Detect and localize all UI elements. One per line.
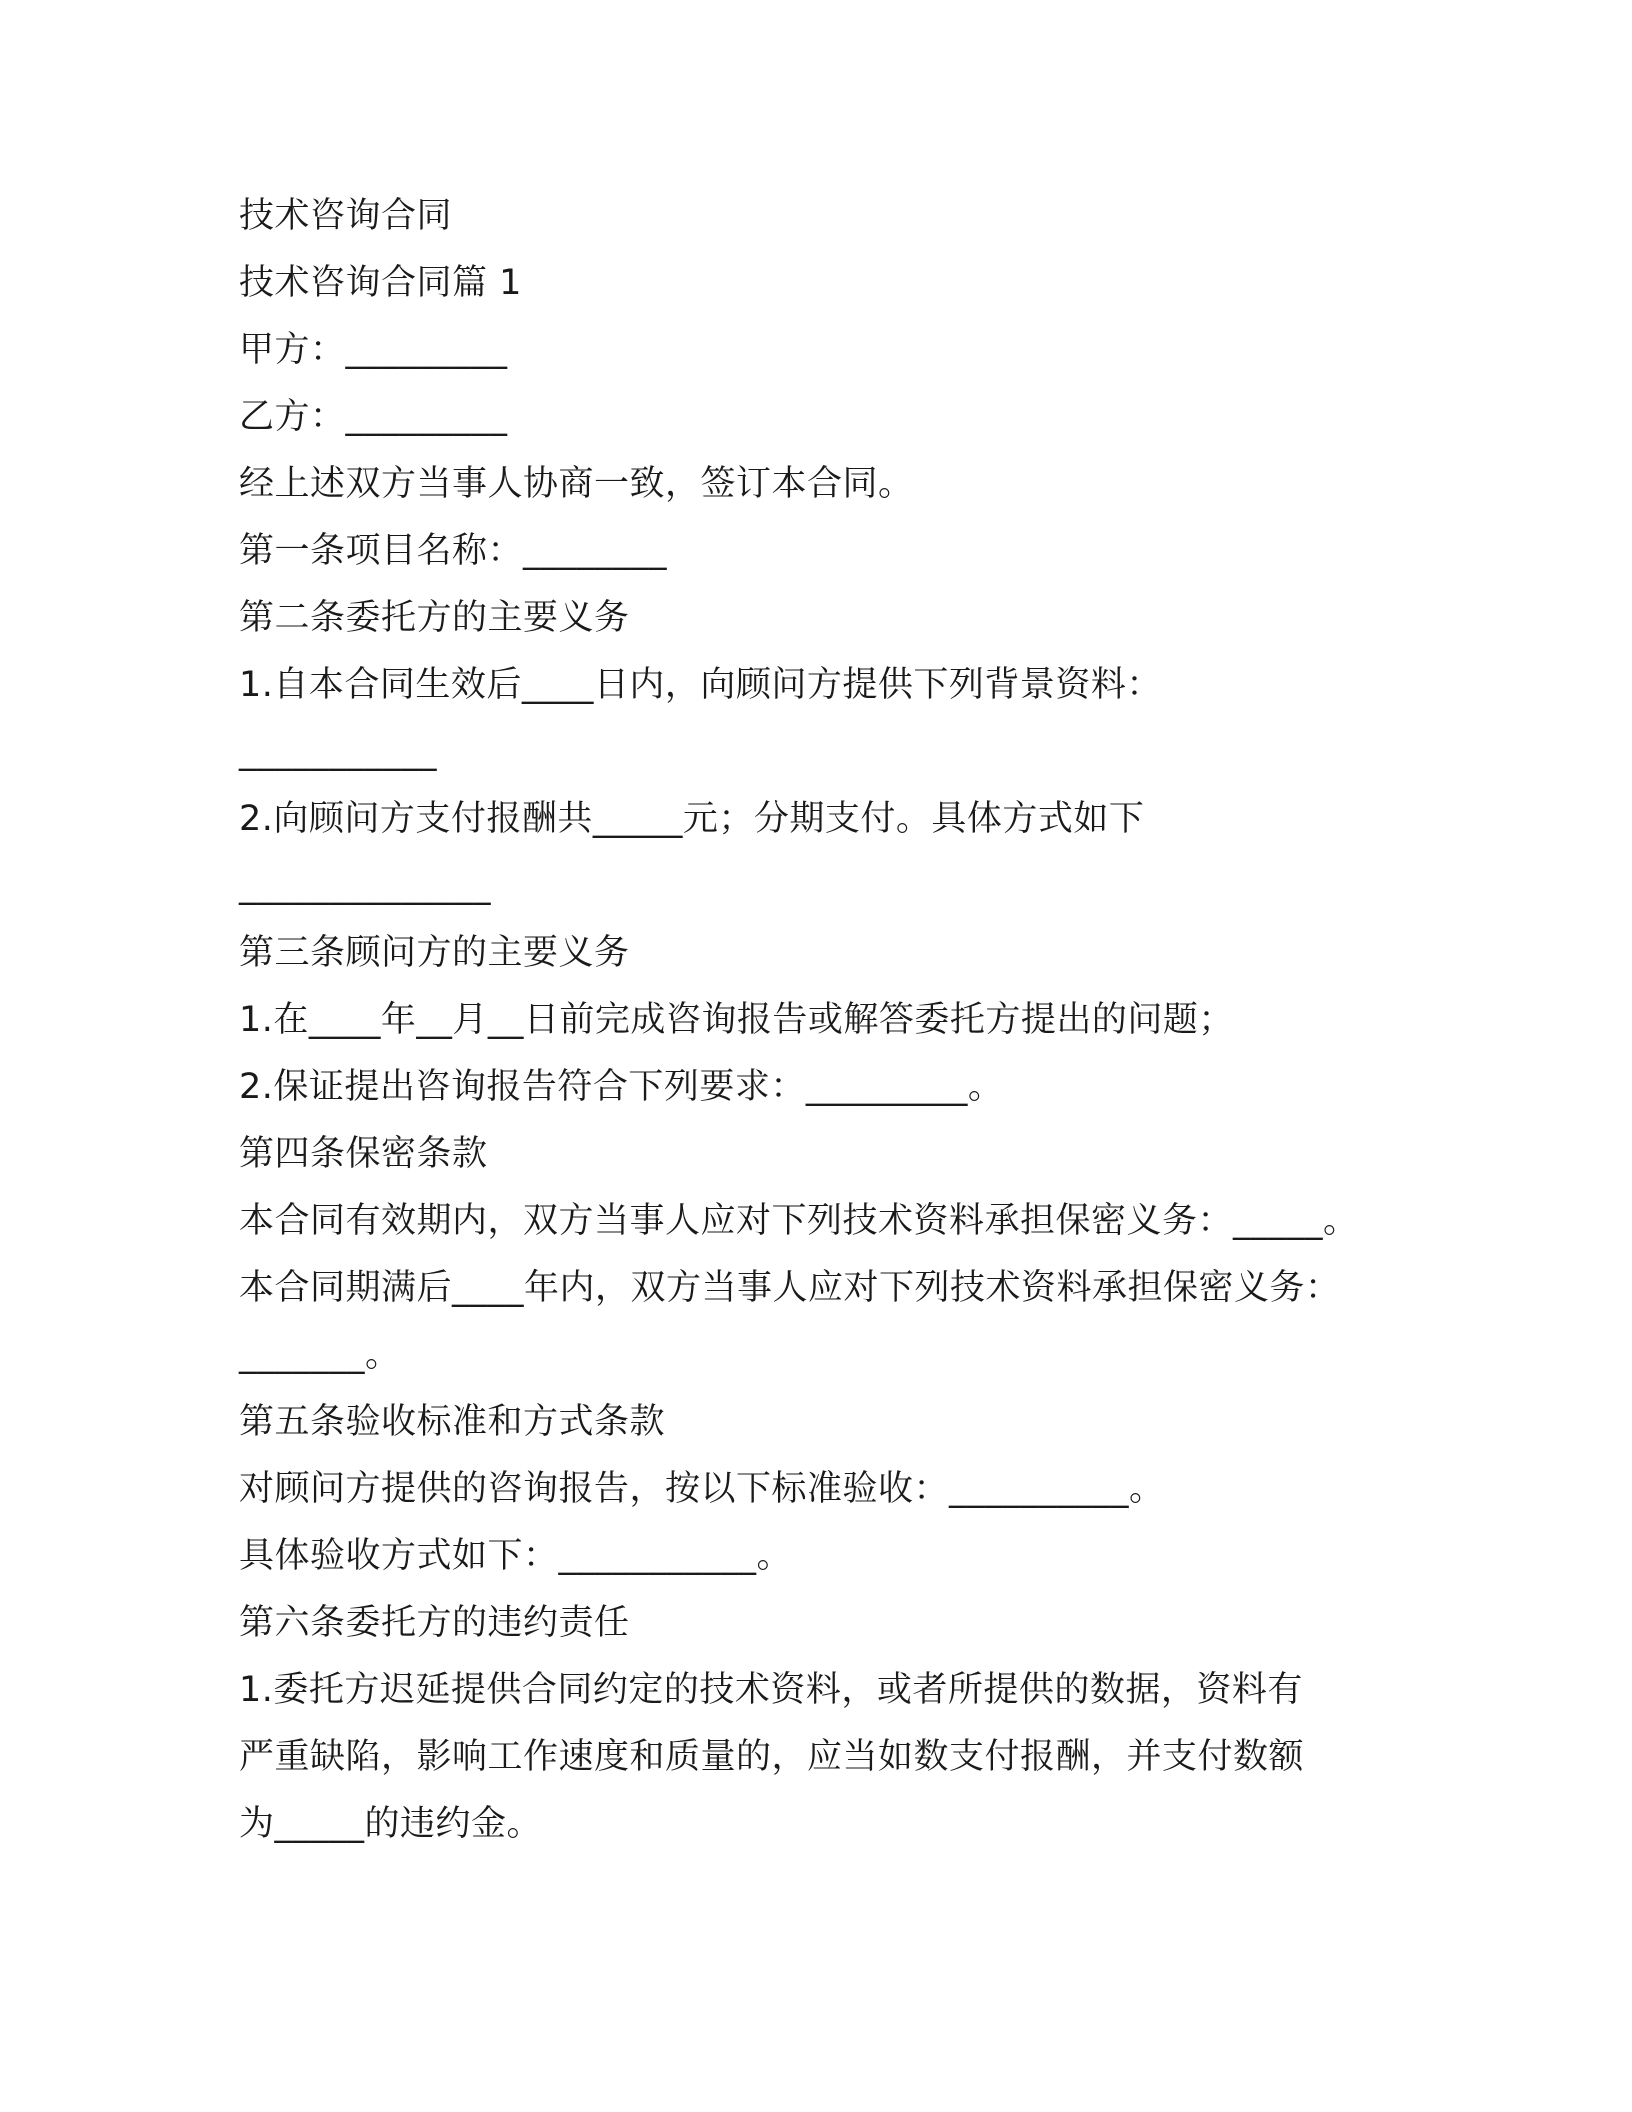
article-4-clause-1: 本合同有效期内，双方当事人应对下列技术资料承担保密义务：_____。 (239, 1201, 1359, 1241)
article-2-item-2-blank: ______________ (239, 866, 491, 906)
article-6-item-1-line-1: 1.委托方迟延提供合同约定的技术资料，或者所提供的数据，资料有 (239, 1670, 1303, 1710)
article-3-item-2: 2.保证提出咨询报告符合下列要求：_________。 (239, 1067, 1004, 1107)
article-4-heading: 第四条保密条款 (239, 1134, 488, 1174)
article-2-item-2: 2.向顾问方支付报酬共_____元；分期支付。具体方式如下 (239, 799, 1145, 839)
article-2-item-1-blank: ___________ (239, 732, 437, 772)
article-4-clause-2-blank: _______。 (239, 1335, 401, 1375)
article-1-heading: 第一条项目名称：________ (239, 531, 668, 571)
article-3-heading: 第三条顾问方的主要义务 (239, 933, 630, 973)
article-6-item-1-line-2: 严重缺陷，影响工作速度和质量的，应当如数支付报酬，并支付数额 (239, 1737, 1305, 1777)
article-4-clause-2: 本合同期满后____年内，双方当事人应对下列技术资料承担保密义务： (239, 1268, 1341, 1308)
document-title: 技术咨询合同 (239, 196, 453, 236)
article-2-heading: 第二条委托方的主要义务 (239, 598, 630, 638)
article-5-clause-1: 对顾问方提供的咨询报告，按以下标准验收：__________。 (239, 1469, 1165, 1509)
document-subtitle: 技术咨询合同篇 1 (239, 263, 522, 303)
agreement-statement: 经上述双方当事人协商一致，签订本合同。 (239, 464, 914, 504)
party-a-line: 甲方：_________ (239, 330, 508, 370)
article-3-item-1: 1.在____年__月__日前完成咨询报告或解答委托方提出的问题； (239, 1000, 1234, 1040)
article-5-clause-2: 具体验收方式如下：___________。 (239, 1536, 793, 1576)
article-5-heading: 第五条验收标准和方式条款 (239, 1402, 666, 1442)
article-2-item-1: 1.自本合同生效后____日内，向顾问方提供下列背景资料： (239, 665, 1162, 705)
article-6-heading: 第六条委托方的违约责任 (239, 1603, 630, 1643)
article-6-item-1-line-3: 为_____的违约金。 (239, 1804, 543, 1844)
party-b-line: 乙方：_________ (239, 397, 508, 437)
